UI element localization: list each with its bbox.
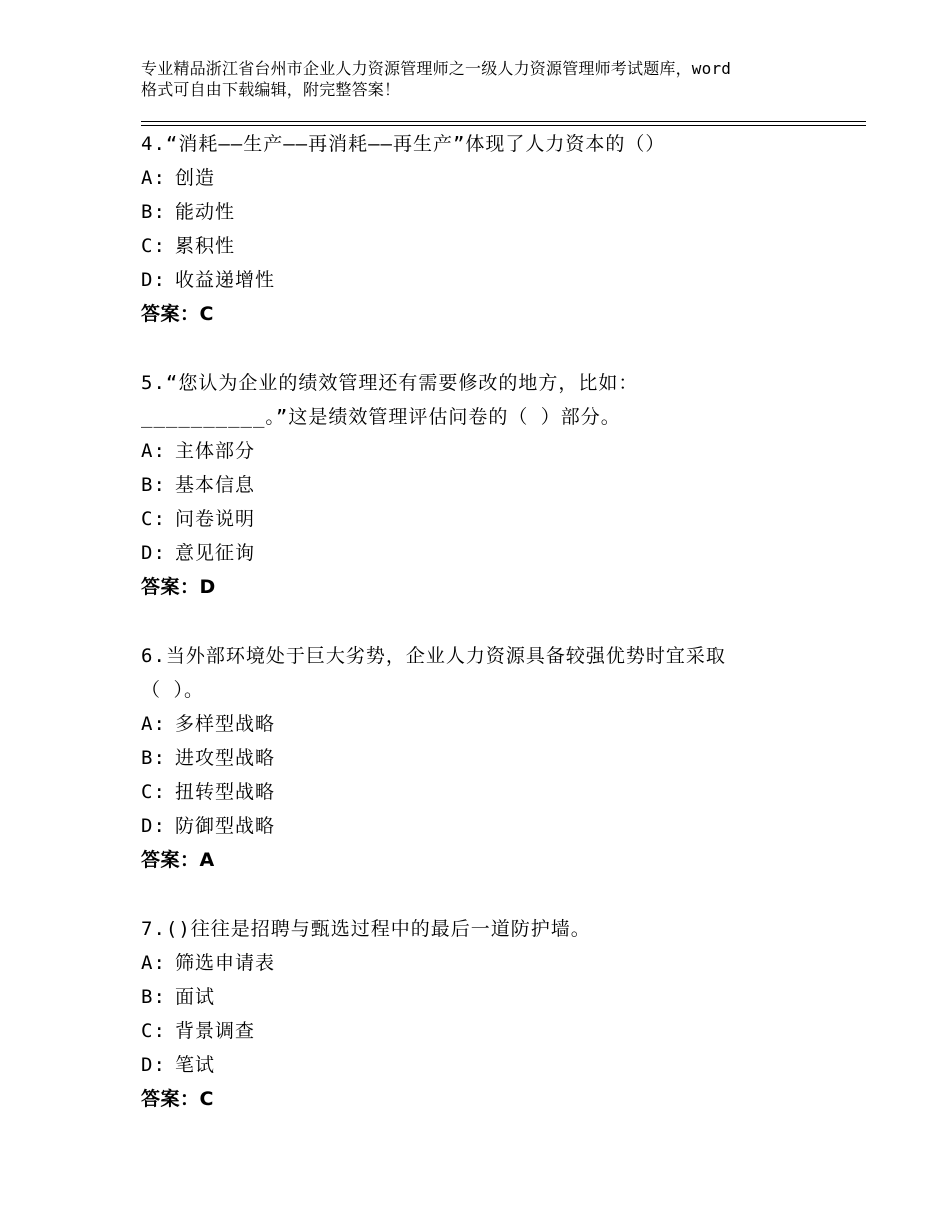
option-text: 基本信息 bbox=[175, 474, 256, 496]
option-b bbox=[141, 980, 861, 1014]
option-key: D: bbox=[141, 542, 166, 564]
option-key: C: bbox=[141, 508, 166, 530]
option-text: 收益递增性 bbox=[175, 269, 276, 291]
option-b bbox=[141, 195, 861, 229]
option-d bbox=[141, 1048, 861, 1082]
option-text: 能动性 bbox=[175, 201, 236, 223]
question-text: 6.当外部环境处于巨大劣势，企业人力资源具备较强优势时宜采取 bbox=[141, 645, 726, 667]
option-text: 创造 bbox=[175, 167, 216, 189]
option-text: 笔试 bbox=[175, 1054, 216, 1076]
option-key: D: bbox=[141, 815, 166, 837]
option-a bbox=[141, 946, 861, 980]
option-key: A: bbox=[141, 167, 166, 189]
option-text: 筛选申请表 bbox=[175, 952, 276, 974]
option-a bbox=[141, 707, 861, 741]
header-line-2: 格式可自由下载编辑，附完整答案！ bbox=[141, 80, 401, 99]
question-text: 5.“您认为企业的绩效管理还有需要修改的地方，比如： bbox=[141, 372, 639, 394]
option-key: D: bbox=[141, 269, 166, 291]
header-line-1: 专业精品浙江省台州市企业人力资源管理师之一级人力资源管理师考试题库，word bbox=[141, 59, 732, 78]
option-b bbox=[141, 741, 861, 775]
option-text: 背景调查 bbox=[175, 1020, 256, 1042]
option-text: 防御型战略 bbox=[175, 815, 276, 837]
option-key: B: bbox=[141, 986, 166, 1008]
option-text: 扭转型战略 bbox=[175, 781, 276, 803]
option-text: 问卷说明 bbox=[175, 508, 256, 530]
option-a bbox=[141, 434, 861, 468]
question-6 bbox=[141, 639, 861, 877]
answer: 答案：A bbox=[141, 849, 215, 871]
option-text: 进攻型战略 bbox=[175, 747, 276, 769]
option-text: 多样型战略 bbox=[175, 713, 276, 735]
option-a bbox=[141, 161, 861, 195]
option-text: 主体部分 bbox=[175, 440, 256, 462]
option-key: D: bbox=[141, 1054, 166, 1076]
question-text-continued: __________。”这是绩效管理评估问卷的（ ）部分。 bbox=[141, 406, 621, 428]
option-key: B: bbox=[141, 474, 166, 496]
option-c bbox=[141, 775, 861, 809]
option-key: A: bbox=[141, 440, 166, 462]
question-text: 4.“消耗——生产——再消耗——再生产”体现了人力资本的（） bbox=[141, 133, 666, 155]
option-c bbox=[141, 502, 861, 536]
answer: 答案：C bbox=[141, 1088, 214, 1110]
option-key: C: bbox=[141, 1020, 166, 1042]
header-divider-bottom bbox=[141, 125, 866, 126]
option-text: 意见征询 bbox=[175, 542, 256, 564]
option-key: C: bbox=[141, 781, 166, 803]
option-d bbox=[141, 809, 861, 843]
question-text-continued: （ ）。 bbox=[141, 679, 204, 701]
option-c bbox=[141, 1014, 861, 1048]
option-key: A: bbox=[141, 713, 166, 735]
option-text: 累积性 bbox=[175, 235, 236, 257]
question-4 bbox=[141, 127, 861, 331]
option-d bbox=[141, 536, 861, 570]
header-divider-top bbox=[141, 121, 866, 122]
question-text: 7.()往往是招聘与甄选过程中的最后一道防护墙。 bbox=[141, 918, 591, 940]
option-key: B: bbox=[141, 201, 166, 223]
option-key: B: bbox=[141, 747, 166, 769]
option-b bbox=[141, 468, 861, 502]
answer: 答案：C bbox=[141, 303, 214, 325]
question-5 bbox=[141, 366, 861, 604]
option-text: 面试 bbox=[175, 986, 216, 1008]
option-key: A: bbox=[141, 952, 166, 974]
question-7 bbox=[141, 912, 861, 1116]
answer: 答案：D bbox=[141, 576, 216, 598]
option-d bbox=[141, 263, 861, 297]
option-key: C: bbox=[141, 235, 166, 257]
document-header bbox=[141, 58, 841, 100]
option-c bbox=[141, 229, 861, 263]
